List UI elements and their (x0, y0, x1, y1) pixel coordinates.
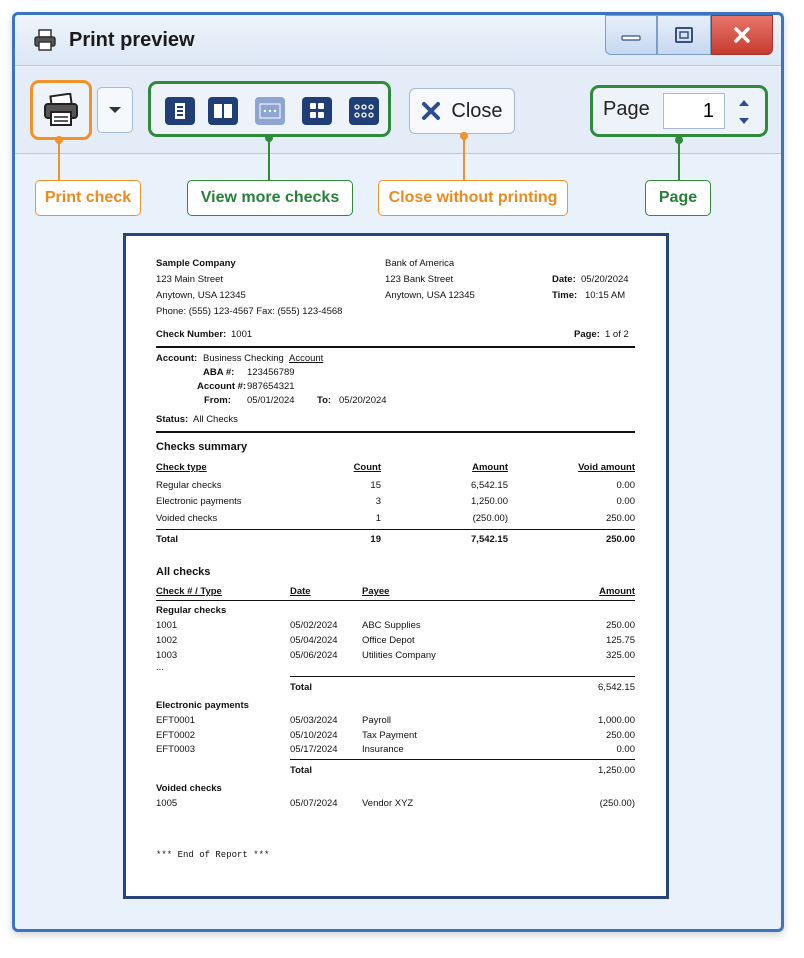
chevron-up-icon (738, 99, 750, 107)
title-bar (15, 15, 781, 66)
summary-cell: 6,542.15 (471, 480, 508, 491)
date-value: 05/20/2024 (581, 274, 629, 285)
table-cell: 1003 (156, 650, 178, 661)
regular-total-label: Total (290, 682, 312, 693)
summary-cell: Voided checks (156, 513, 218, 524)
view-checks-group (148, 81, 391, 137)
account-number-value: 987654321 (247, 381, 295, 392)
page-count-value: 1 of 2 (605, 329, 629, 340)
window-title: Print preview (69, 29, 195, 51)
table-cell: Vendor XYZ (362, 798, 414, 809)
summary-cell: 1 (375, 513, 381, 524)
all-header-rule (156, 600, 635, 601)
regular-total-rule (290, 676, 635, 677)
print-callout-dot (55, 136, 63, 144)
summary-title: Checks summary (156, 441, 248, 453)
table-cell: 1002 (156, 635, 178, 646)
table-cell: Utilities Company (362, 650, 436, 661)
voided-checks-title: Voided checks (156, 783, 222, 794)
status-label: Status: (156, 414, 189, 425)
view-callout-dot (265, 134, 273, 142)
company-address-2: Anytown, USA 12345 (156, 290, 246, 301)
table-cell: 0.00 (616, 744, 635, 755)
view-two-checks-button[interactable] (208, 97, 238, 125)
time-value: 10:15 AM (585, 290, 626, 301)
table-cell: 05/04/2024 (290, 635, 338, 646)
summary-cell: Electronic payments (156, 496, 242, 507)
table-cell: 125.75 (605, 635, 635, 646)
table-cell: EFT0001 (156, 715, 196, 726)
summary-total-cell: 250.00 (605, 534, 635, 545)
summary-header-type: Check type (156, 462, 207, 473)
table-cell: 05/07/2024 (290, 798, 338, 809)
to-value: 05/20/2024 (339, 395, 387, 406)
page-up-button[interactable] (731, 94, 757, 111)
account-value: Business Checking (203, 353, 284, 364)
summary-cell: (250.00) (472, 513, 508, 524)
account-number-label: Account #: (197, 381, 247, 392)
two-pages-icon (208, 97, 238, 125)
from-value: 05/01/2024 (247, 395, 295, 406)
close-callout-dot (460, 132, 468, 140)
summary-header-amount: Amount (472, 462, 508, 473)
table-cell: 250.00 (605, 730, 635, 741)
account-rule (156, 431, 635, 433)
aba-value: 123456789 (247, 367, 295, 378)
summary-total-cell: 7,542.15 (471, 534, 508, 545)
table-cell: (250.00) (599, 798, 635, 809)
regular-checks-title: Regular checks (156, 605, 227, 616)
table-cell: EFT0002 (156, 730, 196, 741)
time-label: Time: (552, 290, 578, 301)
table-cell: 05/03/2024 (290, 715, 338, 726)
minimize-icon (621, 29, 641, 41)
callout-view-more-checks: View more checks (187, 180, 353, 216)
to-label: To: (317, 395, 332, 406)
electronic-total-value: 1,250.00 (598, 765, 635, 776)
electronic-payments-title: Electronic payments (156, 700, 249, 711)
table-cell: 05/17/2024 (290, 744, 338, 755)
check-number-label: Check Number: (156, 329, 227, 340)
close-callout-line (463, 134, 465, 180)
end-of-report: *** End of Report *** (156, 850, 270, 860)
table-cell: 250.00 (605, 620, 635, 631)
bank-name: Bank of America (385, 258, 455, 269)
minimize-button[interactable] (605, 15, 657, 55)
summary-cell: 1,250.00 (471, 496, 508, 507)
table-cell: 05/02/2024 (290, 620, 338, 631)
print-button[interactable] (30, 80, 92, 140)
table-cell: Insurance (362, 744, 404, 755)
regular-total-value: 6,542.15 (598, 682, 635, 693)
account-label: Account: (156, 353, 198, 364)
close-button[interactable] (409, 88, 515, 134)
bank-address-1: 123 Bank Street (385, 274, 454, 285)
view-four-checks-button[interactable] (302, 97, 332, 125)
print-preview-window (12, 12, 784, 932)
all-checks-title: All checks (156, 566, 211, 578)
single-page-icon (165, 97, 195, 125)
header-rule (156, 346, 635, 348)
table-cell: Tax Payment (362, 730, 417, 741)
summary-cell: 15 (370, 480, 381, 491)
date-label: Date: (552, 274, 576, 285)
electronic-total-rule (290, 759, 635, 760)
summary-header-count: Count (353, 462, 381, 473)
from-label: From: (204, 395, 231, 406)
close-button-label: Close (451, 99, 503, 122)
window-close-button[interactable] (711, 15, 773, 55)
summary-cell: 3 (375, 496, 381, 507)
bank-address-2: Anytown, USA 12345 (385, 290, 475, 301)
toolbar (15, 67, 781, 154)
table-cell: 05/10/2024 (290, 730, 338, 741)
maximize-button[interactable] (657, 15, 711, 55)
all-header-amount: Amount (599, 586, 635, 597)
summary-total-cell: Total (156, 534, 178, 545)
table-cell: 05/06/2024 (290, 650, 338, 661)
all-header-payee: Payee (362, 586, 390, 597)
summary-total-rule (156, 529, 635, 530)
table-cell: Office Depot (362, 635, 415, 646)
view-six-checks-button[interactable] (349, 97, 379, 125)
print-options-dropdown[interactable] (97, 87, 133, 133)
account-link[interactable]: Account (289, 353, 324, 364)
printer-icon (33, 29, 57, 51)
chevron-down-icon (738, 117, 750, 125)
chevron-down-icon (108, 106, 122, 114)
callout-close-without-printing: Close without printing (378, 180, 568, 216)
page-label: Page (603, 98, 650, 120)
three-pages-icon (255, 97, 285, 125)
summary-header-void: Void amount (578, 462, 635, 473)
company-name: Sample Company (156, 258, 236, 269)
table-cell: 1,000.00 (598, 715, 635, 726)
view-three-checks-button[interactable] (255, 97, 285, 125)
summary-cell: 0.00 (616, 480, 635, 491)
close-icon (733, 26, 751, 44)
check-number-value: 1001 (231, 329, 253, 340)
view-one-check-button[interactable] (165, 97, 195, 125)
callout-print-check: Print check (35, 180, 141, 216)
company-phone: Phone: (555) 123-4567 Fax: (555) 123-4568 (156, 306, 343, 317)
all-header-date: Date (290, 586, 311, 597)
regular-ellipsis: ... (156, 662, 164, 673)
table-cell: 325.00 (605, 650, 635, 661)
table-cell: Payroll (362, 715, 392, 726)
print-callout-line (58, 138, 60, 180)
table-cell: EFT0003 (156, 744, 196, 755)
view-callout-line (268, 136, 270, 180)
report-page (123, 233, 669, 899)
close-x-icon (421, 101, 441, 121)
six-pages-icon (349, 97, 379, 125)
summary-cell: 0.00 (616, 496, 635, 507)
summary-cell: 250.00 (605, 513, 635, 524)
all-header-check: Check # / Type (156, 586, 222, 597)
page-number-input[interactable] (663, 93, 725, 129)
four-pages-icon (302, 97, 332, 125)
page-count-label: Page: (574, 329, 600, 340)
summary-total-cell: 19 (370, 534, 381, 545)
page-navigator (590, 85, 768, 137)
summary-cell: Regular checks (156, 480, 222, 491)
page-callout-line (678, 138, 680, 180)
printer-icon (42, 93, 80, 127)
table-cell: 1005 (156, 798, 178, 809)
company-address-1: 123 Main Street (156, 274, 224, 285)
status-value: All Checks (193, 414, 238, 425)
table-cell: 1001 (156, 620, 178, 631)
aba-label: ABA #: (203, 367, 235, 378)
electronic-total-label: Total (290, 765, 312, 776)
page-callout-dot (675, 136, 683, 144)
maximize-icon (674, 26, 694, 44)
table-cell: ABC Supplies (362, 620, 421, 631)
callout-page: Page (645, 180, 711, 216)
page-down-button[interactable] (731, 112, 757, 129)
